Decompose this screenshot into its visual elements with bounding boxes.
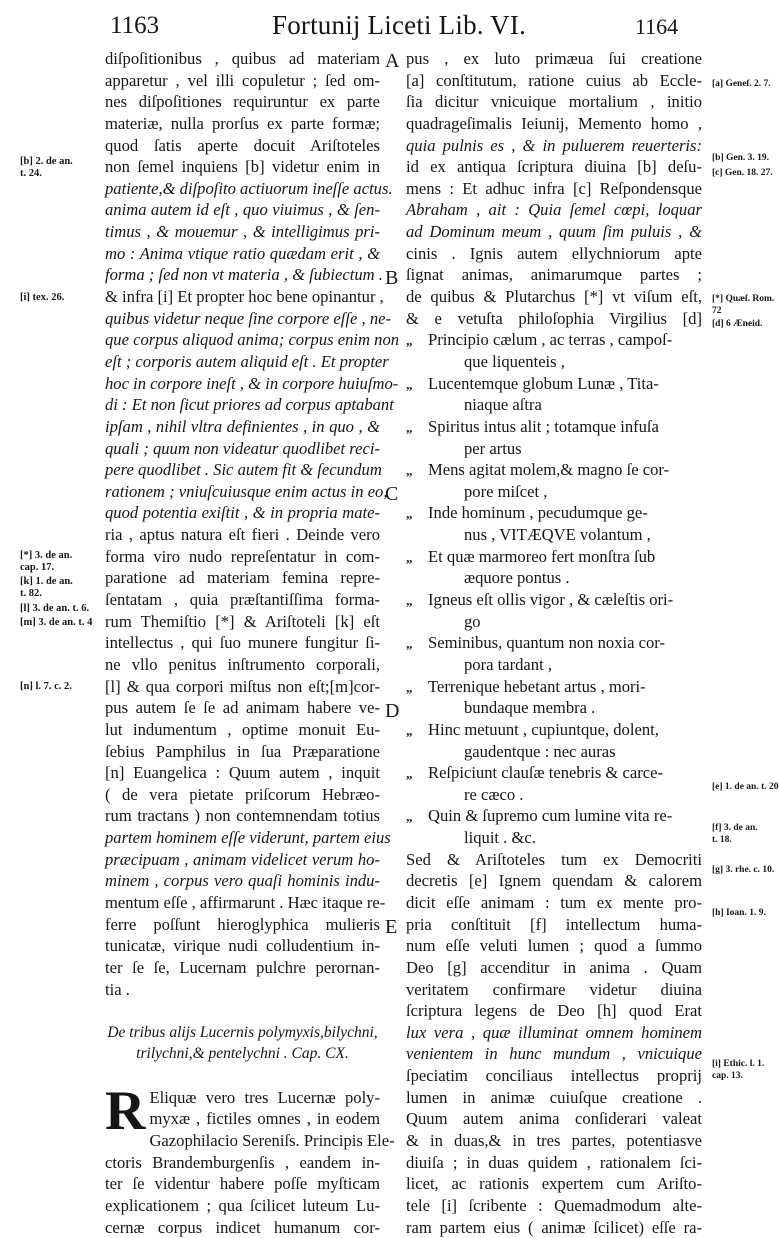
verse-continuation: pora tardant , — [464, 654, 553, 674]
margin-note — [20, 617, 92, 629]
text-line: pere quodlibet . Sic autem fit & ſecundum — [105, 460, 382, 480]
margin-note-text: [e] 1. de an. t. 20 — [712, 782, 779, 792]
margin-note-text: [h] Ioan. 1. 9. — [712, 908, 766, 918]
margin-note — [712, 167, 773, 179]
text-line: mens : Et adhuc infra [c] Reſpondensque — [406, 178, 702, 198]
verse-quote-mark: „ — [406, 506, 413, 522]
text-line: forma ; ſed non vt materia , & ſubiectum . — [105, 265, 383, 285]
margin-note-text: [d] 6 Æneid. — [712, 319, 763, 329]
margin-note-text: [l] 3. de an. t. 6. — [20, 603, 90, 614]
text-line: ſcriptura legens de Deo [h] quod Erat — [406, 1001, 702, 1021]
margin-note — [712, 907, 766, 919]
verse-text: Reſpiciunt clauſæ tenebris & carce- — [428, 763, 663, 783]
spacer — [105, 1065, 380, 1087]
section-letter: B — [385, 267, 399, 289]
verse-line — [406, 373, 702, 395]
drop-cap-initial: R — [105, 1079, 146, 1142]
margin-note-text: 72 — [712, 306, 722, 316]
text-line: rum tractans ) non contemnendam totius — [105, 806, 380, 826]
verse-text: Et quæ marmoreo fert monſtra ſub — [428, 546, 656, 566]
text-line: apparetur , vel illi copuletur ; ſed om- — [105, 70, 380, 90]
margin-note-text: [b] 2. de an. — [20, 156, 73, 167]
margin-note — [712, 152, 769, 164]
verse-line — [406, 762, 702, 784]
margin-note-text: [i] Ethic. l. 1. — [712, 1059, 765, 1069]
margin-note-text: [g] 3. rhe. c. 10. — [712, 865, 775, 875]
verse-line — [406, 546, 702, 568]
margin-note-text: [m] 3. de an. t. 4 — [20, 617, 93, 628]
text-line: anima autem id eſt , quo viuimus , & ſen- — [105, 200, 380, 220]
verse-text: Spiritus intus alit ; totamque infuſa — [428, 416, 659, 436]
text-line: Deo [g] accenditur in anima . Quam — [406, 957, 702, 977]
margin-note-text: t. 24. — [20, 168, 42, 179]
text-line: rum Themiſtio [*] & Ariſtoteli [k] eſt — [105, 611, 380, 631]
text-line: Abraham , ait : Quia ſemel cœpi, loquar — [406, 200, 702, 220]
text-line: tele [i] ſcribente : Quemadmodum alte- — [406, 1195, 702, 1215]
margin-note — [20, 292, 64, 304]
verse-quote-mark: „ — [406, 333, 413, 349]
text-line: pria conſtituit [f] intellectum huma- — [406, 914, 702, 934]
verse-line — [406, 805, 702, 827]
text-line: ria , aptus natura eſt fieri . Deinde vero — [105, 525, 380, 545]
text-line: myxæ , fictiles omnes , in eodem — [149, 1109, 380, 1129]
margin-note-text: [b] Gen. 3. 19. — [712, 153, 769, 163]
verse-continuation: pore miſcet , — [464, 481, 548, 501]
verse-quote-mark: „ — [406, 419, 413, 435]
margin-note — [20, 576, 73, 600]
verse-line — [406, 589, 702, 611]
text-line: veritatem confirmare videtur diuina — [406, 979, 702, 999]
verse-continuation: nus , VITÆQVE volantum , — [464, 525, 651, 545]
verse-line — [406, 632, 702, 654]
running-header — [0, 10, 767, 44]
text-line: rationem ; vniuſcuiusque enim actus in eo, — [105, 481, 388, 501]
margin-note-text: [a] Geneſ. 2. 7. — [712, 79, 771, 89]
chapter-heading: trilychni,& pentelychni . Cap. CX. — [136, 1045, 349, 1063]
margin-note-text: cap. 17. — [20, 562, 55, 573]
text-line: dicit eſſe animam : tum ex mente pro- — [406, 892, 702, 912]
verse-text: Lucentemque globum Lunæ , Tita- — [428, 373, 659, 393]
margin-note-text: cap. 13. — [712, 1071, 743, 1081]
verse-continuation: per artus — [464, 438, 522, 458]
text-line: licet, ac rationis expertem cum Ariſto- — [406, 1174, 702, 1194]
text-line: diſpoſitionibus , quibus ad materiam — [105, 49, 380, 68]
text-line: de quibus & Plutarchus [*] vt viſum eſt, — [406, 287, 702, 307]
section-letter: E — [385, 916, 398, 938]
text-line: ferre poſſunt hieroglyphica mulieris — [105, 914, 380, 934]
margin-note-text: t. 82. — [20, 588, 42, 599]
margin-note-text: [k] 1. de an. — [20, 576, 73, 587]
text-line: lux vera , quæ illuminat omnem hominem — [406, 1022, 702, 1042]
text-line: paratione ad materiam femina repre- — [105, 568, 380, 588]
text-line: [a] conſtitutum, ratione cuius ab Eccle- — [406, 70, 702, 90]
verse-text: Igneus eſt ollis vigor , & cæleſtis ori- — [428, 590, 674, 610]
text-line: explicationem ; qua ſcilicet luteum Lu- — [105, 1195, 380, 1215]
verse-text: Terrenique hebetant artus , mori- — [428, 676, 646, 696]
text-line: Eliquæ vero tres Lucernæ poly- — [149, 1087, 380, 1107]
margin-note-text: [f] 3. de an. — [712, 823, 758, 833]
margin-note-text: [c] Gen. 18. 27. — [712, 168, 773, 178]
text-line: hoc in corpore ineſt , & in corpore huiuſmo- — [105, 373, 399, 393]
verse-line — [406, 329, 702, 351]
verse-quote-mark: „ — [406, 809, 413, 825]
verse-continuation: liquit . &c. — [464, 828, 536, 848]
text-line: timus , & mouemur , & intelligimus pri- — [105, 222, 380, 242]
running-title: Fortunij Liceti Lib. VI. — [272, 10, 527, 40]
text-line: præcipuam , animam videlicet verum ho- — [105, 849, 380, 869]
margin-note — [20, 681, 72, 693]
verse-continuation: æquore pontus . — [464, 568, 570, 588]
spacer — [105, 1000, 380, 1022]
verse-continuation: go — [464, 611, 481, 631]
text-line: que corpus aliquod anima; corpus enim non — [105, 330, 400, 350]
verse-line — [406, 416, 702, 438]
text-line: ſebius Pamphilus in ſua Præparatione — [105, 741, 380, 761]
text-line: nes diſpoſitiones requiruntur ex parte — [105, 92, 380, 112]
verse-quote-mark: „ — [406, 636, 413, 652]
text-line: ſpeciatim conciliaus intellectus proprij — [406, 1066, 702, 1086]
verse-text: Principio cælum , ac terras , campoſ- — [428, 330, 673, 350]
margin-note-text: [*] 3. de an. — [20, 550, 73, 561]
margin-note — [20, 603, 89, 615]
verse-quote-mark: „ — [406, 463, 413, 479]
text-line: materiæ, nulla prorſus ex parte formæ; — [105, 113, 380, 133]
text-line: Sed & Ariſtoteles tum ex Democriti — [406, 849, 702, 869]
verse-text: Inde hominum , pecudumque ge- — [428, 503, 648, 523]
verse-quote-mark: „ — [406, 679, 413, 695]
verse-line — [406, 502, 702, 524]
margin-note — [712, 1058, 764, 1082]
text-line: quibus videtur neque ſine corpore eſſe , ne- — [105, 308, 392, 328]
text-line: mo : Anima vtique ratio quædam erit , & — [105, 243, 380, 263]
text-line: ( de vera pietate priſcorum Hebræo- — [105, 784, 380, 804]
left-column — [105, 48, 400, 1238]
margin-note — [712, 864, 774, 876]
section-letter: C — [385, 483, 399, 505]
chapter-heading: De tribus alijs Lucernis polymyxis,bilychni, — [107, 1023, 378, 1041]
text-line: & in duas,& in tres partes, potentiasve — [406, 1131, 702, 1151]
margin-note — [712, 822, 758, 846]
text-line: venientem in hunc mundum , vnicuique — [406, 1044, 702, 1064]
text-line: diuiſa ; in duas quidem , rationalem ſci- — [406, 1152, 702, 1172]
text-line: pus , ex luto primæua ſui creatione — [406, 49, 702, 68]
text-line: lumen in animæ cuiuſque creatione . — [406, 1087, 702, 1107]
verse-quote-mark: „ — [406, 722, 413, 738]
text-line: [n] Euangelica : Quum autem , inquit — [105, 763, 380, 783]
page-number-left: 1163 — [110, 12, 160, 39]
text-line: ram partem eius ( animæ ſcilicet) eſſe ra- — [406, 1217, 702, 1237]
verse-quote-mark: „ — [406, 766, 413, 782]
text-line: Quum autem anima conſiderari valeat — [406, 1109, 702, 1129]
text-line: id ex antiqua ſcriptura diuina [b] deſu- — [406, 157, 702, 177]
text-line: decretis [e] Ignem quendam & calorem — [406, 871, 702, 891]
text-line: ne vllo penitus inſtrumento corporali, — [105, 654, 380, 674]
text-line: quadrageſimalis Ieiunij, Memento homo , — [406, 113, 702, 133]
verse-line — [406, 459, 702, 481]
verse-continuation: bundaque membra . — [464, 698, 596, 718]
text-line: di : Et non ſicut priores ad corpus aptabant — [105, 395, 394, 415]
margin-note-text: [i] tex. 26. — [20, 292, 65, 303]
margin-note — [20, 156, 73, 180]
text-line: mentum eſſe , affirmarunt . Hæc itaque re- — [105, 892, 386, 912]
text-line: intellectus , qui ſuo munere fungitur ſi- — [105, 633, 380, 653]
verse-quote-mark: „ — [406, 549, 413, 565]
text-line: & infra [i] Et propter hoc bene opinantur , — [105, 287, 384, 307]
verse-continuation: gaudentque : nec auras — [464, 741, 616, 761]
text-line: quali ; quum non videatur quodlibet reci- — [105, 438, 380, 458]
text-line: & e vetuſta philoſophia Virgilius [d] — [406, 308, 702, 328]
section-letter: A — [385, 50, 400, 72]
text-line: [l] & qua corpori miſtus non eſt;[m]cor- — [105, 676, 380, 696]
text-line: quod potentia exiſtit , & in propria mate- — [105, 503, 380, 523]
text-line: patiente,& diſpoſito actiuorum ineſſe actus. — [105, 178, 393, 198]
text-line: num eſſe veluti lumen ; quod a ſummo — [406, 936, 702, 956]
text-line: lut indumentum , optime monuit Eu- — [105, 719, 380, 739]
text-line: ter ſe videntur habere poſſe myſticam — [105, 1174, 380, 1194]
verse-text: Mens agitat molem,& magno ſe cor- — [428, 460, 670, 480]
margin-note — [712, 318, 762, 330]
text-line: tia . — [105, 979, 130, 999]
verse-text: Quin & ſupremo cum lumine vita re- — [428, 806, 673, 826]
text-line: quod ſatis aperte docuit Ariſtoteles — [105, 135, 380, 155]
text-line: cinis . Ignis autem ellychniorum apte — [406, 243, 702, 263]
text-line: ſia dicitur vnicuique mortalium , initio — [406, 92, 702, 112]
text-line: eſt ; corporis autem aliquid eſt . Et propter — [105, 351, 389, 371]
verse-line — [406, 676, 702, 698]
text-line: pus autem ſe ſe ad animam habere ve- — [105, 698, 380, 718]
text-line: ſentatam , quia præſtantiſſima forma- — [105, 590, 380, 610]
verse-continuation: que liquenteis , — [464, 351, 565, 371]
text-line: cernæ corpus indicet humanum cor- — [105, 1217, 380, 1237]
page-number-right: 1164 — [635, 14, 679, 39]
text-line: non ſemel inquiens [b] videtur enim in — [105, 157, 380, 177]
text-line: ſignat animas, animarumque partes ; — [406, 265, 702, 285]
text-line: ipſam , nihil vltra definientes , in quo , & — [105, 416, 380, 436]
verse-continuation: re cæco . — [464, 784, 524, 804]
verse-text: Hinc metuunt , cupiuntque, dolent, — [428, 719, 659, 739]
text-line: ad Dominum meum , quum ſim puluis , & — [406, 222, 702, 242]
verse-text: Seminibus, quantum non noxia cor- — [428, 633, 666, 653]
margin-note-text: [n] l. 7. c. 2. — [20, 681, 72, 692]
right-column — [406, 48, 702, 1238]
text-line: quia pulnis es , & in puluerem reuerteris: — [406, 135, 702, 155]
text-line: ter ſe ſe, Lucernam pulchre perornan- — [105, 957, 380, 977]
section-letter: D — [385, 700, 400, 722]
verse-quote-mark: „ — [406, 376, 413, 392]
margin-note-text: [*] Quæſ. Rom. — [712, 294, 775, 304]
text-line: tunicatæ, virique nudi colludentium in- — [105, 936, 380, 956]
margin-note — [712, 78, 771, 90]
verse-line — [406, 719, 702, 741]
margin-note — [712, 293, 774, 317]
verse-continuation: niaque aſtra — [464, 395, 542, 415]
margin-note — [712, 781, 779, 793]
verse-quote-mark: „ — [406, 593, 413, 609]
text-line: partem hominem eſſe viderunt, partem eius — [105, 828, 391, 848]
text-line: Gazophilacio Sereniſs. Principis Ele- — [149, 1131, 395, 1151]
margin-note — [20, 550, 72, 574]
margin-note-text: t. 18. — [712, 835, 732, 845]
chapter-paragraph — [105, 1079, 395, 1238]
text-line: minem , corpus vero quaſi hominis indu- — [105, 871, 380, 891]
text-line: ctoris Brandemburgenſis , eandem in- — [105, 1152, 380, 1172]
text-line: forma viro nudo repreſentatur in com- — [105, 546, 380, 566]
